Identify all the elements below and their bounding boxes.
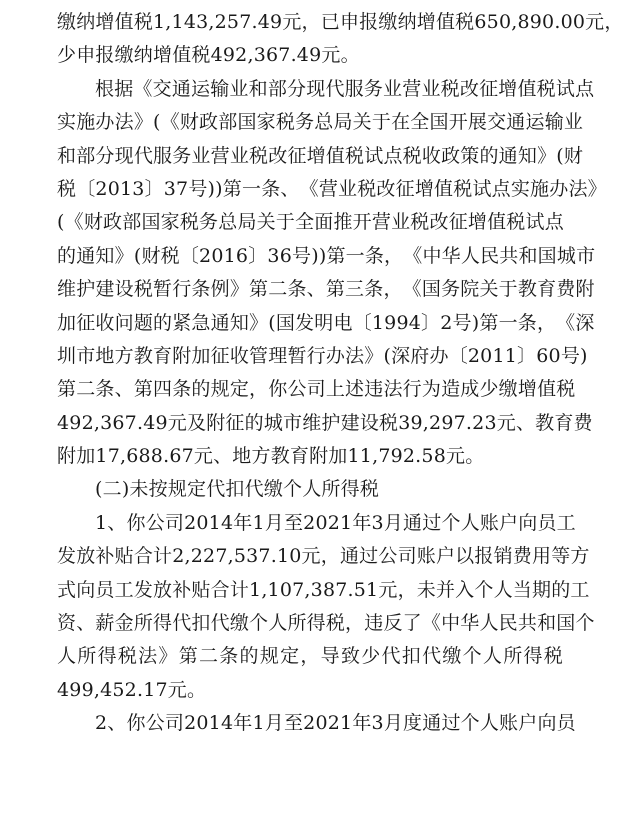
text-line: 税 〔 2013 〕 37 号 ) ) 第 一 条 、 《 营 业 税 改 征 增 值 税 试 点 实 施 办 法 》 [57,177,607,200]
text-line: 式 向 员 工 发 放 补 贴 合 计 1,107,387.51 元 ， 未 并 入 个 人 当 期 的 工 [57,578,590,601]
text-line: 圳 市 地 方 教 育 附 加 征 收 管 理 暂 行 办 法 》 ( 深 府 办 〔 2011 〕 60 号 ) [57,344,588,367]
text-line: 加 征 收 问 题 的 紧 急 通 知 》 ( 国 发 明 电 〔 1994 〕 2 号 ) 第 一 条 ， 《 深 [57,311,595,334]
text-line: 附加17,688.67元、地方教育附加11,792.58元。 [57,445,485,468]
text-line: 资 、 薪 金 所 得 代 扣 代 缴 个 人 所 得 税 ， 违 反 了 《 中 华 人 民 共 和 国 个 [57,612,595,635]
text-line: 和 部 分 现 代 服 务 业 营 业 税 改 征 增 值 税 试 点 税 收 政 策 的 通 知 》 ( 财 [57,144,584,167]
section-heading: (二)未按规定代扣代缴个人所得税 [95,478,380,501]
text-line: 少申报缴纳增值税492,367.49元。 [57,44,360,67]
text-line: 实 施 办 法 》 ( 《 财 政 部 国 家 税 务 总 局 关 于 在 全 国 开 展 交 通 运 输 业 [57,111,584,134]
text-line: 2 、 你 公 司 2014 年 1 月 至 2021 年 3 月 度 通 过 个 人 账 户 向 员 [95,712,576,735]
text-line: 1 、 你 公 司 2014 年 1 月 至 2021 年 3 月 通 过 个 人 账 户 向 员 工 [95,511,576,534]
text-line: 发 放 补 贴 合 计 2,227,537.10 元 ， 通 过 公 司 账 户 以 报 销 费 用 等 方 [57,545,590,568]
text-line: 的 通 知 》 ( 财 税 〔 2016 〕 36 号 ) ) 第 一 条 ， 《 中 华 人 民 共 和 国 城 市 [57,244,596,267]
text-line: ( 《 财 政 部 国 家 税 务 总 局 关 于 全 面 推 开 营 业 税 改 征 增 值 税 试 点 [57,211,564,234]
text-line: 492,367.49 元 及 附 征 的 城 市 维 护 建 设 税 39,297.23 元 、 教 育 费 [57,411,593,434]
text-line: 维 护 建 设 税 暂 行 条 例 》 第 二 条 、 第 三 条 ， 《 国 务 院 关 于 教 育 费 附 [57,278,595,301]
text-line: 缴 纳 增 值 税 1,143,257.49 元 ， 已 申 报 缴 纳 增 值 税 650,890.00 元 ， [57,11,624,33]
text-line: 第 二 条 、 第 四 条 的 规 定 ， 你 公 司 上 述 违 法 行 为 造 成 少 缴 增 值 税 [57,378,576,401]
document-body [57,6,624,741]
text-line: 499,452.17元。 [57,678,207,701]
text-line: 根 据 《 交 通 运 输 业 和 部 分 现 代 服 务 业 营 业 税 改 征 增 值 税 试 点 [95,77,595,100]
text-line: 人 所 得 税 法 》 第 二 条 的 规 定 ， 导 致 少 代 扣 代 缴 个 人 所 得 税 [57,645,563,668]
